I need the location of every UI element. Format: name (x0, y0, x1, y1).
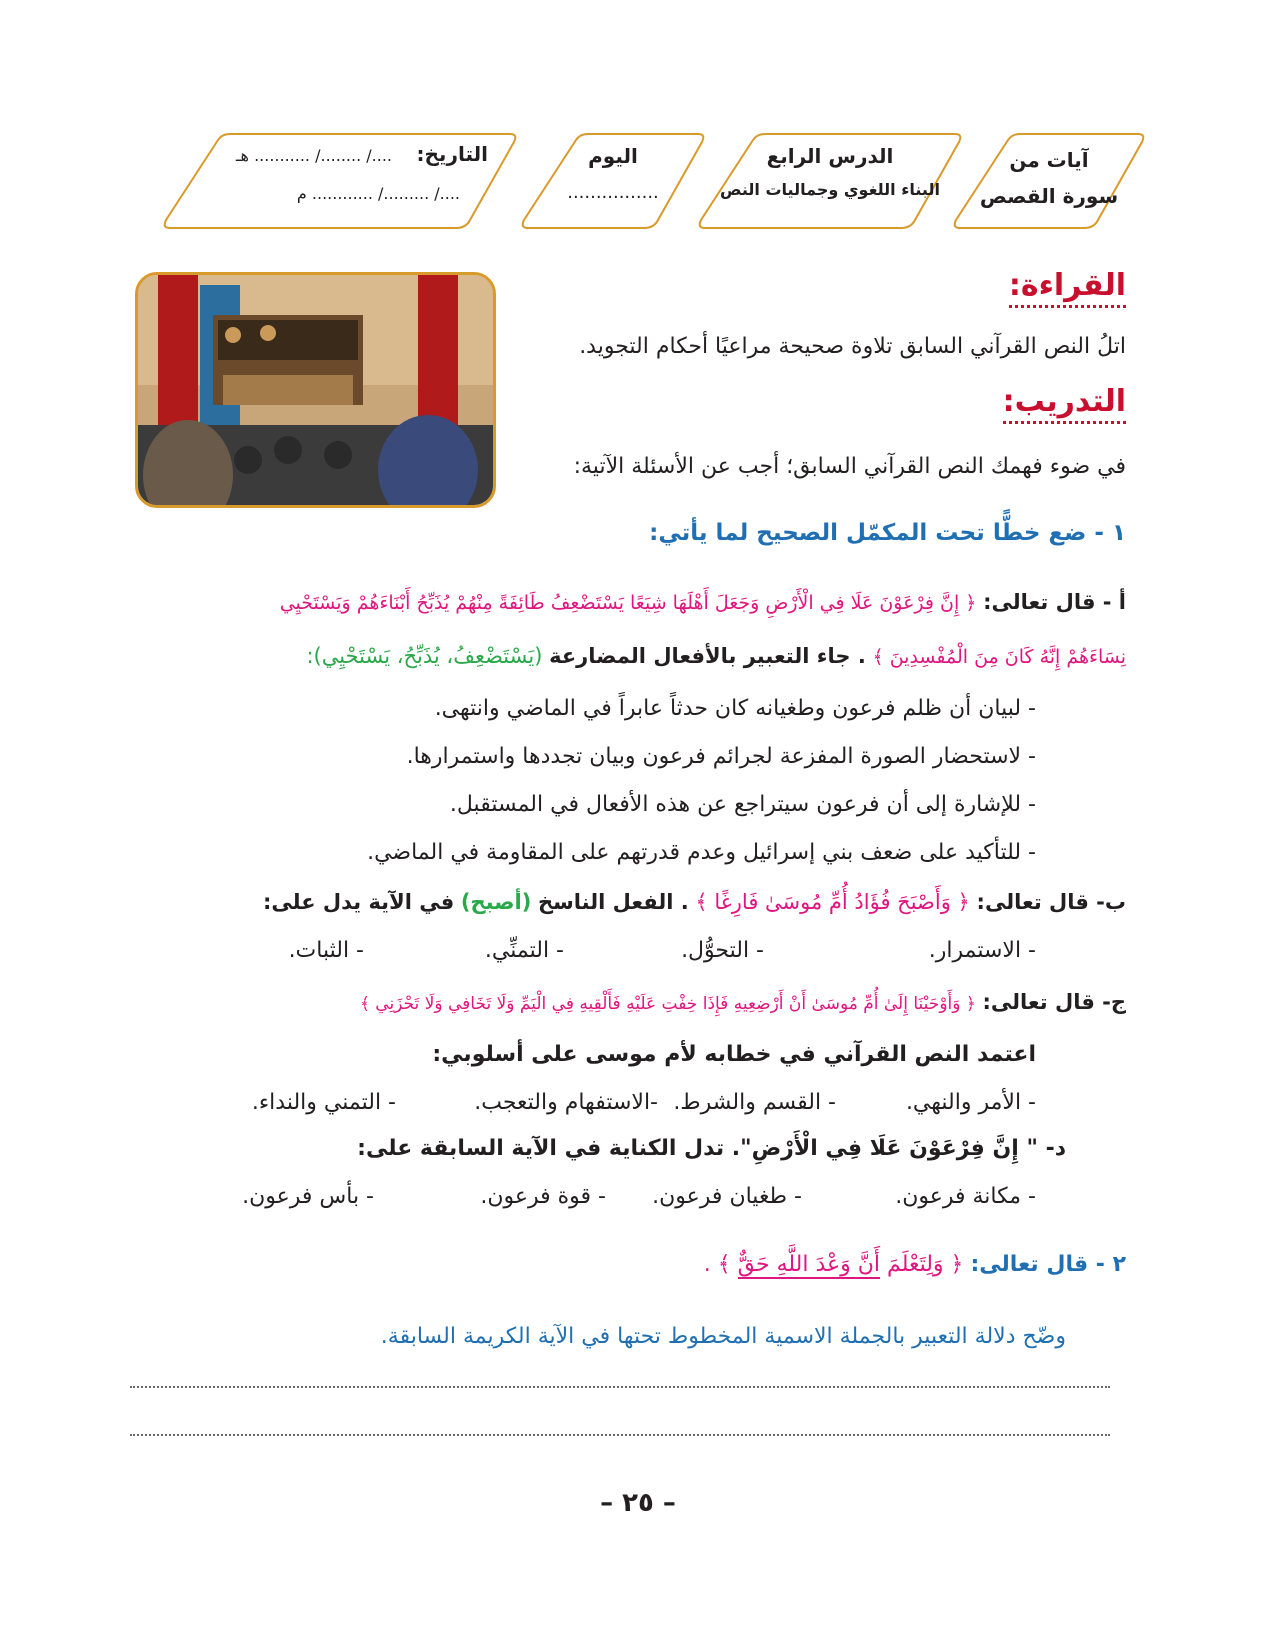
q1d-option-1[interactable]: - مكانة فرعون. (895, 1184, 1036, 1209)
q1a-prefix: أ - قال تعالى: (983, 590, 1126, 614)
q1c-prefix: ج- قال تعالى: (982, 990, 1126, 1014)
q1d-option-4[interactable]: - بأس فرعون. (242, 1184, 374, 1209)
q2-prefix: ٢ - قال تعالى: (970, 1252, 1126, 1277)
q1c-question: اعتمد النص القرآني في خطابه لأم موسى على أسلوبي: (432, 1042, 1036, 1067)
q1b-question-b: في الآية يدل على: (263, 890, 455, 914)
surah-line1: آيات من (1009, 148, 1089, 172)
q1c-verse: ﴿ وَأَوْحَيْنَا إِلَىٰ أُمِّ مُوسَىٰ أَنْ أَرْضِعِيهِ فَإِذَا خِفْتِ عَلَيْهِ فَأَلْقِيهِ فِي الْيَمِّ وَلَا تَخَافِي وَلَا تَحْزَنِي ﴾ (359, 994, 976, 1014)
q1b-prefix: ب- قال تعالى: (976, 890, 1126, 914)
q1c-line (360, 990, 1126, 1014)
day-tab (518, 132, 708, 230)
q1c-option-3[interactable]: -الاستفهام والتعجب. (474, 1090, 658, 1115)
q1b-option-1[interactable]: - الاستمرار. (928, 938, 1036, 963)
q1c-option-1[interactable]: - الأمر والنهي. (905, 1090, 1036, 1115)
q1b-verse: ﴿ وَأَصْبَحَ فُؤَادُ أُمِّ مُوسَىٰ فَارِغًا ﴾ (695, 890, 970, 914)
q1a-verse-line2: نِسَاءَهُمْ إِنَّهُ كَانَ مِنَ الْمُفْسِدِينَ ﴾ (872, 646, 1126, 668)
lesson-number: الدرس الرابع (766, 144, 894, 168)
q1b-line (263, 890, 1126, 914)
q1a-verbs: (يَسْتَضْعِفُ، يُذَبِّحُ، يَسْتَحْيِي): (306, 644, 543, 668)
q1b-option-3[interactable]: - التمنِّي. (484, 938, 564, 963)
q1a-option-1[interactable]: - لبيان أن ظلم فرعون وطغيانه كان حدثاً عابراً في الماضي وانتهى. (434, 696, 1036, 721)
q1c-option-2[interactable]: - القسم والشرط. (673, 1090, 836, 1115)
q1b-word: (أصبح) (460, 890, 532, 914)
q1a-option-3[interactable]: - للإشارة إلى أن فرعون سيتراجع عن هذه الأفعال في المستقبل. (449, 792, 1036, 817)
lesson-topic: البناء اللغوي وجماليات النص (720, 180, 940, 199)
answer-line-1[interactable] (130, 1384, 1110, 1388)
q2-verse-underlined: أَنَّ وَعْدَ اللَّهِ حَقٌّ (737, 1252, 881, 1277)
q1a-line2 (306, 644, 1126, 668)
q1-heading: ١ - ضع خطًّا تحت المكمّل الصحيح لما يأتي: (649, 520, 1126, 546)
q1b-option-2[interactable]: - التحوُّل. (681, 938, 764, 963)
q1c-option-4[interactable]: - التمني والنداء. (251, 1090, 396, 1115)
date-gregorian: ..../ ........./ ............ م (296, 184, 460, 203)
reading-instruction: اتلُ النص القرآني السابق تلاوة صحيحة مراعيًا أحكام التجويد. (579, 334, 1126, 359)
answer-line-2[interactable] (130, 1432, 1110, 1436)
lesson-header (160, 132, 1145, 230)
q1d-option-2[interactable]: - طغيان فرعون. (652, 1184, 802, 1209)
surah-tab (950, 132, 1148, 230)
q2-line (704, 1252, 1126, 1277)
pharaoh-illustration (135, 272, 496, 508)
q1d-question: د- " إِنَّ فِرْعَوْنَ عَلَا فِي الْأَرْضِ". تدل الكناية في الآية السابقة على: (357, 1136, 1066, 1161)
q1d-option-3[interactable]: - قوة فرعون. (480, 1184, 606, 1209)
q1a-option-4[interactable]: - للتأكيد على ضعف بني إسرائيل وعدم قدرتهم على المقاومة في الماضي. (367, 840, 1036, 865)
q2-instruction: وضّح دلالة التعبير بالجملة الاسمية المخطوط تحتها في الآية الكريمة السابقة. (380, 1324, 1066, 1349)
q1b-option-4[interactable]: - الثبات. (288, 938, 364, 963)
day-label: اليوم (588, 144, 638, 168)
q1a-line1 (280, 590, 1126, 614)
training-title: التدريب: (1003, 384, 1126, 419)
surah-line2: سورة القصص (979, 184, 1119, 208)
q1a-verse-line1: ﴿ إِنَّ فِرْعَوْنَ عَلَا فِي الْأَرْضِ وَجَعَلَ أَهْلَهَا شِيَعًا يَسْتَضْعِفُ طَائِفَةً مِنْهُمْ يُذَبِّحُ أَبْنَاءَهُمْ وَيَسْتَحْيِي (279, 592, 977, 614)
date-hijri: ..../ ......../ ........... هـ (235, 146, 392, 165)
reading-title: القراءة: (1009, 268, 1126, 303)
lesson-tab (695, 132, 965, 230)
date-label: التاريخ: (416, 142, 488, 166)
q2-verse-end: ﴾ . (703, 1252, 731, 1277)
q2-verse-start: ﴿ وَلِتَعْلَمَ (887, 1252, 964, 1277)
q1b-question-a: . الفعل الناسخ (538, 890, 689, 914)
day-blank: ................ (567, 182, 659, 203)
training-intro: في ضوء فهمك النص القرآني السابق؛ أجب عن الأسئلة الآتية: (573, 454, 1126, 479)
q1a-question: . جاء التعبير بالأفعال المضارعة (549, 644, 866, 668)
date-tab (160, 132, 520, 230)
q1a-option-2[interactable]: - لاستحضار الصورة المفزعة لجرائم فرعون وبيان تجددها واستمرارها. (406, 744, 1036, 769)
page-number: – ٢٥ – (600, 1488, 676, 1518)
